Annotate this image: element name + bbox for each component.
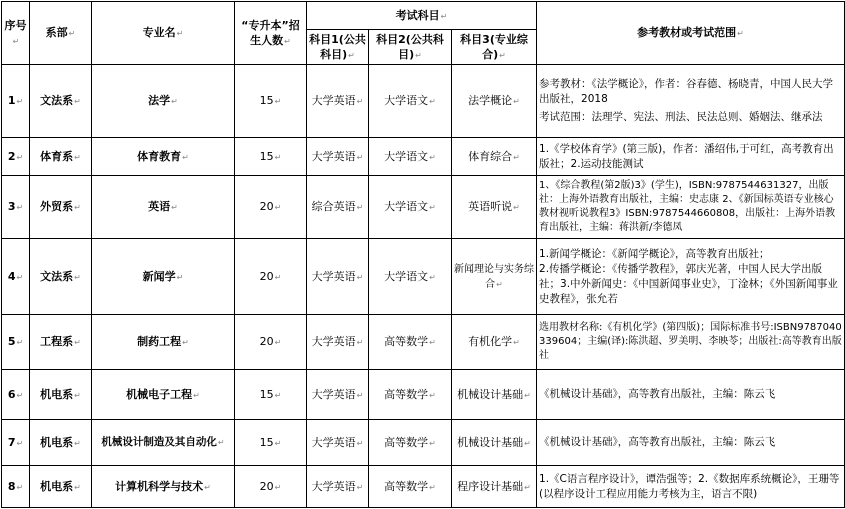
cell-subject1: 大学英语↵ — [307, 315, 369, 370]
cell-dept: 体育系↵ — [30, 138, 92, 176]
cell-reference — [537, 138, 845, 176]
table-row — [2, 65, 845, 138]
cell-subject1: 大学英语↵ — [307, 138, 369, 176]
cell-reference — [537, 420, 845, 466]
cell-seq: 5↵ — [2, 315, 30, 370]
table-row — [2, 370, 845, 420]
cell-major: 机械设计制造及其自动化↵ — [92, 420, 235, 466]
cell-major: 法学↵ — [92, 65, 235, 138]
table-row — [2, 239, 845, 315]
header-exam-subjects: 考试科目↵ — [307, 2, 537, 30]
cell-seq: 8↵ — [2, 466, 30, 508]
table-row — [2, 420, 845, 466]
cell-major: 制药工程↵ — [92, 315, 235, 370]
cell-subject2: 高等数学↵ — [369, 370, 452, 420]
cell-major: 新闻学↵ — [92, 239, 235, 315]
cell-subject3: 英语听说↵ — [452, 176, 537, 239]
header-subject3: 科目3(专业综合)↵ — [452, 30, 537, 65]
header-quota: “专升本”招生人数↵ — [235, 2, 307, 65]
cell-major: 英语↵ — [92, 176, 235, 239]
cell-subject3: 新闻理论与实务综合↵ — [452, 239, 537, 315]
cell-dept: 机电系↵ — [30, 420, 92, 466]
table-row — [2, 315, 845, 370]
header-reference: 参考教材或考试范围↵ — [537, 2, 845, 65]
header-subject1: 科目1(公共科目)↵ — [307, 30, 369, 65]
cell-dept: 文法系↵ — [30, 239, 92, 315]
cell-major: 机械电子工程↵ — [92, 370, 235, 420]
cell-subject3: 有机化学↵ — [452, 315, 537, 370]
cell-dept: 文法系↵ — [30, 65, 92, 138]
cell-subject3: 体育综合↵ — [452, 138, 537, 176]
cell-subject3: 程序设计基础↵ — [452, 466, 537, 508]
cell-subject1: 大学英语↵ — [307, 239, 369, 315]
header-major: 专业名↵ — [92, 2, 235, 65]
cell-subject1: 大学英语↵ — [307, 370, 369, 420]
cell-quota: 15↵ — [235, 420, 307, 466]
cell-reference — [537, 466, 845, 508]
reference-line: 1.《学校体育学》(第三版)，作者：潘绍伟,于可红，高考教育出版社；2.运动技能测试 — [539, 142, 834, 170]
cell-quota: 20↵ — [235, 239, 307, 315]
cell-subject2: 高等数学↵ — [369, 466, 452, 508]
cell-subject2: 大学语文↵ — [369, 239, 452, 315]
cell-dept: 机电系↵ — [30, 370, 92, 420]
cell-seq: 4↵ — [2, 239, 30, 315]
cell-dept: 外贸系↵ — [30, 176, 92, 239]
header-dept: 系部↵ — [30, 2, 92, 65]
cell-subject1: 大学英语↵ — [307, 65, 369, 138]
admission-table — [1, 1, 845, 508]
cell-seq: 6↵ — [2, 370, 30, 420]
cell-reference — [537, 176, 845, 239]
header-subject2: 科目2(公共科目)↵ — [369, 30, 452, 65]
cell-quota: 15↵ — [235, 65, 307, 138]
table-row — [2, 176, 845, 239]
cell-subject1: 大学英语↵ — [307, 420, 369, 466]
reference-line: 《机械设计基础》，高等教育出版社，主编：陈云飞 — [539, 436, 776, 448]
cell-quota: 20↵ — [235, 176, 307, 239]
cell-subject1: 综合英语↵ — [307, 176, 369, 239]
cell-major: 体育教育↵ — [92, 138, 235, 176]
cell-seq: 1↵ — [2, 65, 30, 138]
reference-line: 参考教材：《法学概论》，作者：谷春德、杨晓青，中国人民大学出版社，2018 — [539, 78, 834, 105]
cell-quota: 15↵ — [235, 138, 307, 176]
header-seq: 序号↵ — [2, 2, 30, 65]
reference-line: 1、《综合教程(第2版)3》(学生)，ISBN:9787544631327，出版社：上海外语教育出版社，主编：史志康 2、《新国标英语专业核心教材视听说教程3》ISBN:9787544660808，出版社：上海外语教育出版社，主编：蒋洪新/李德凤 — [539, 180, 836, 233]
table-row — [2, 466, 845, 508]
cell-subject2: 大学语文↵ — [369, 65, 452, 138]
reference-line: 考试范围：法理学、宪法、刑法、民法总则、婚姻法、继承法 — [539, 111, 823, 123]
cell-quota: 20↵ — [235, 315, 307, 370]
cell-subject1: 大学英语↵ — [307, 466, 369, 508]
cell-seq: 3↵ — [2, 176, 30, 239]
cell-reference — [537, 315, 845, 370]
reference-line: 1.新闻学概论：《新闻学概论》，高等教育出版社； — [539, 247, 770, 260]
cell-subject2: 大学语文↵ — [369, 176, 452, 239]
cell-subject2: 高等数学↵ — [369, 420, 452, 466]
cell-quota: 20↵ — [235, 466, 307, 508]
cell-subject3: 法学概论↵ — [452, 65, 537, 138]
reference-line: 1.《C语言程序设计》，谭浩强等；2.《数据库系统概论》，王珊等(以程序设计工程应用能力考核为主，语言不限) — [539, 472, 840, 500]
cell-subject3: 机械设计基础↵ — [452, 370, 537, 420]
cell-subject3: 机械设计基础↵ — [452, 420, 537, 466]
reference-line: 选用教材名称:《有机化学》(第四版)；国际标准书号:ISBN9787040339604；主编(译):陈洪超、罗美明、李映苓；出版社:高等教育出版社 — [539, 322, 842, 361]
cell-major: 计算机科学与技术↵ — [92, 466, 235, 508]
cell-reference — [537, 65, 845, 138]
cell-quota: 15↵ — [235, 370, 307, 420]
cell-subject2: 高等数学↵ — [369, 315, 452, 370]
cell-reference — [537, 239, 845, 315]
reference-line: 2.传播学概论：《传播学教程》，郭庆光著，中国人民大学出版社；3.中外新闻史：《中国新闻事业史》，丁淦林；《外国新闻事业史教程》，张允若 — [539, 262, 838, 305]
cell-seq: 7↵ — [2, 420, 30, 466]
cell-reference — [537, 370, 845, 420]
cell-seq: 2↵ — [2, 138, 30, 176]
reference-line: 《机械设计基础》，高等教育出版社，主编：陈云飞 — [539, 388, 776, 400]
cell-subject2: 大学语文↵ — [369, 138, 452, 176]
table-row — [2, 138, 845, 176]
cell-dept: 工程系↵ — [30, 315, 92, 370]
cell-dept: 机电系↵ — [30, 466, 92, 508]
